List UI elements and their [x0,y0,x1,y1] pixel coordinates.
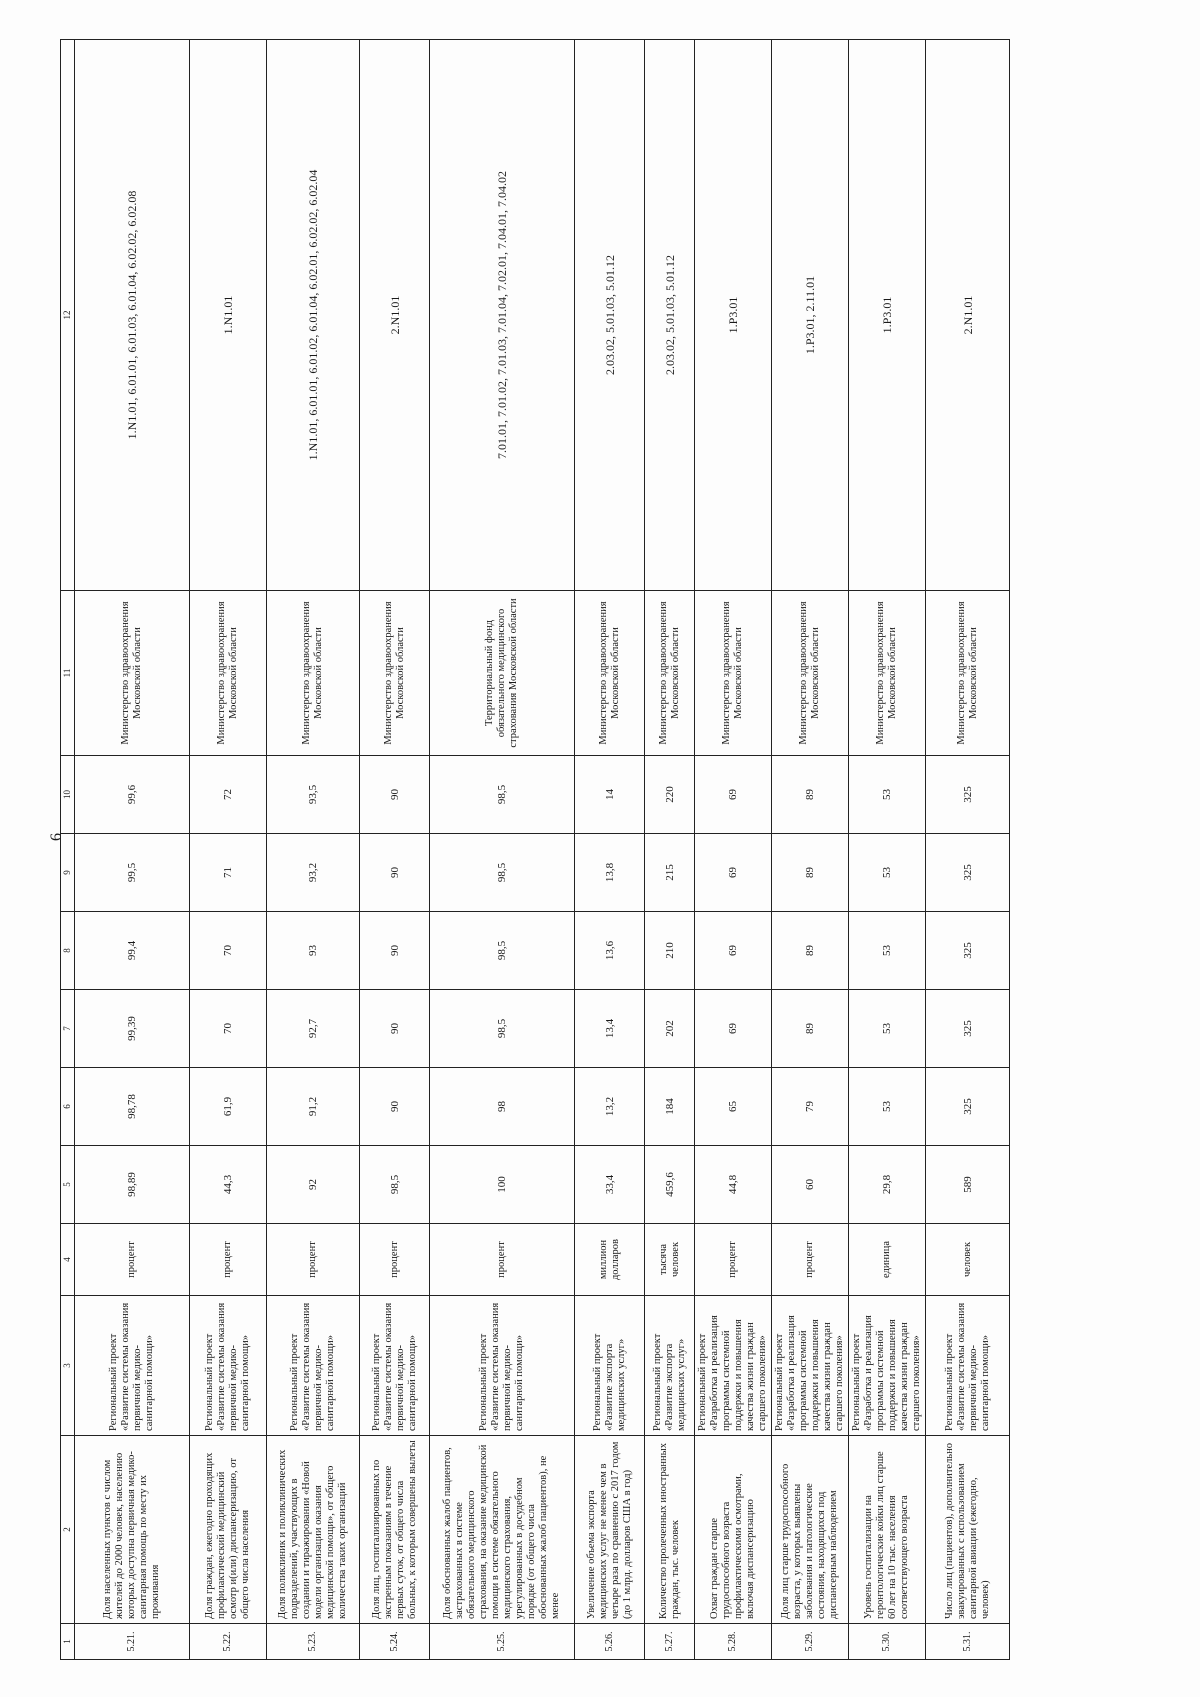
value-col-5: 98,5 [360,1146,430,1224]
value-col-9: 71 [190,834,267,912]
indicator-name: Доля лиц, госпитализированных по экстренным показаниям в течение первых суток, от общего числа больных, к которым совершены вылеты [360,1436,430,1624]
value-col-10: 72 [190,756,267,834]
value-col-6: 61,9 [190,1068,267,1146]
value-col-7: 13,4 [575,990,645,1068]
value-col-8: 53 [849,912,926,990]
indicator-name: Число лиц (пациентов), дополнительно эвакуированных с использованием санитарной авиации (ежегодно, человек) [926,1436,1010,1624]
value-col-9: 93,2 [267,834,360,912]
unit-of-measure: человек [926,1224,1010,1296]
value-col-5: 44,3 [190,1146,267,1224]
indicator-name: Доля обоснованных жалоб пациентов, застрахованных в системе обязательного медицинского страхования, на оказание медицинской помощи в системе обязательного медицинского страхования, урегулированных в досудебном порядке (от общего числа обоснованных жалоб пациентов), не менее [430,1436,575,1624]
rotated-table-wrapper [60,40,1160,1660]
row-number: 5.28. [695,1624,772,1660]
value-col-8: 70 [190,912,267,990]
value-col-5: 29,8 [849,1146,926,1224]
value-col-9: 325 [926,834,1010,912]
value-col-5: 60 [772,1146,849,1224]
value-col-8: 325 [926,912,1010,990]
regional-project: Региональный проект «Развитие системы оказания первичной медико-санитарной помощи» [360,1296,430,1436]
unit-of-measure: процент [267,1224,360,1296]
table-row [772,40,849,1660]
value-col-6: 91,2 [267,1068,360,1146]
value-col-10: 53 [849,756,926,834]
column-number: 2 [61,1436,75,1624]
value-col-7: 53 [849,990,926,1068]
value-col-8: 90 [360,912,430,990]
indicator-name: Доля граждан, ежегодно проходящих профилактический медицинский осмотр и(или) диспансеризацию, от общего числа населения [190,1436,267,1624]
responsible-body: Министерство здравоохранения Московской области [645,591,695,756]
value-col-9: 89 [772,834,849,912]
value-col-9: 215 [645,834,695,912]
indicator-name: Охват граждан старше трудоспособного возраста профилактическими осмотрами, включая диспансеризацию [695,1436,772,1624]
value-col-7: 92,7 [267,990,360,1068]
unit-of-measure: миллион долларов [575,1224,645,1296]
value-col-7: 202 [645,990,695,1068]
row-number: 5.30. [849,1624,926,1660]
responsible-body: Министерство здравоохранения Московской области [190,591,267,756]
value-col-8: 98,5 [430,912,575,990]
value-col-7: 98,5 [430,990,575,1068]
value-col-6: 90 [360,1068,430,1146]
value-col-9: 99,5 [75,834,190,912]
value-col-10: 89 [772,756,849,834]
table-row [360,40,430,1660]
value-col-6: 79 [772,1068,849,1146]
regional-project: Региональный проект «Разработка и реализация программы системной поддержки и повышения качества жизни граждан старшего поколения» [772,1296,849,1436]
value-col-5: 92 [267,1146,360,1224]
responsible-body: Министерство здравоохранения Московской области [75,591,190,756]
value-col-10: 14 [575,756,645,834]
value-col-8: 69 [695,912,772,990]
value-col-7: 325 [926,990,1010,1068]
value-col-5: 44,8 [695,1146,772,1224]
value-col-7: 69 [695,990,772,1068]
value-col-8: 13,6 [575,912,645,990]
unit-of-measure: процент [190,1224,267,1296]
table-row [849,40,926,1660]
responsible-body: Министерство здравоохранения Московской области [360,591,430,756]
value-col-6: 325 [926,1068,1010,1146]
value-col-9: 13,8 [575,834,645,912]
value-col-7: 89 [772,990,849,1068]
column-number-row [61,40,75,1660]
value-col-8: 99,4 [75,912,190,990]
regional-project: Региональный проект «Развитие экспорта медицинских услуг» [645,1296,695,1436]
activity-codes: 2.03.02, 5.01.03, 5.01.12 [645,40,695,591]
value-col-8: 93 [267,912,360,990]
row-number: 5.22. [190,1624,267,1660]
value-col-10: 90 [360,756,430,834]
responsible-body: Территориальный фонд обязательного медицинского страхования Московской области [430,591,575,756]
value-col-9: 90 [360,834,430,912]
column-number: 6 [61,1068,75,1146]
column-number: 10 [61,756,75,834]
unit-of-measure: процент [772,1224,849,1296]
indicator-name: Увеличение объема экспорта медицинских услуг не менее чем в четыре раза по сравнению с 2017 годом (до 1 млрд. долларов США в год) [575,1436,645,1624]
activity-codes: 7.01.01, 7.01.02, 7.01.03, 7.01.04, 7.02.01, 7.04.01, 7.04.02 [430,40,575,591]
value-col-8: 89 [772,912,849,990]
activity-codes: 2.03.02, 5.01.03, 5.01.12 [575,40,645,591]
unit-of-measure: процент [75,1224,190,1296]
column-number: 1 [61,1624,75,1660]
value-col-6: 98 [430,1068,575,1146]
indicators-table [60,39,1010,1660]
value-col-9: 69 [695,834,772,912]
regional-project: Региональный проект «Развитие системы оказания первичной медико-санитарной помощи» [267,1296,360,1436]
indicator-name: Доля лиц старше трудоспособного возраста, у которых выявлены заболевания и патологические состояния, находящихся под диспансерным наблюдением [772,1436,849,1624]
regional-project: Региональный проект «Разработка и реализация программы системной поддержки и повышения качества жизни граждан старшего поколения» [849,1296,926,1436]
activity-codes: 1.P3.01, 2.11.01 [772,40,849,591]
indicator-name: Уровень госпитализации на геронтологические койки лиц старше 60 лет на 10 тыс. населения соответствующего возраста [849,1436,926,1624]
regional-project: Региональный проект «Развитие системы оказания первичной медико-санитарной помощи» [926,1296,1010,1436]
regional-project: Региональный проект «Разработка и реализация программы системной поддержки и повышения качества жизни граждан старшего поколения» [695,1296,772,1436]
regional-project: Региональный проект «Развитие системы оказания первичной медико-санитарной помощи» [430,1296,575,1436]
column-number: 11 [61,591,75,756]
activity-codes: 1.P3.01 [695,40,772,591]
column-number: 7 [61,990,75,1068]
value-col-6: 13,2 [575,1068,645,1146]
unit-of-measure: процент [360,1224,430,1296]
row-number: 5.31. [926,1624,1010,1660]
value-col-5: 98,89 [75,1146,190,1224]
value-col-6: 98,78 [75,1068,190,1146]
column-number: 8 [61,912,75,990]
table-row [267,40,360,1660]
column-number: 12 [61,40,75,591]
value-col-10: 98,5 [430,756,575,834]
value-col-6: 65 [695,1068,772,1146]
value-col-7: 70 [190,990,267,1068]
value-col-5: 33,4 [575,1146,645,1224]
activity-codes: 1.N1.01, 6.01.01, 6.01.02, 6.01.04, 6.02.01, 6.02.02, 6.02.04 [267,40,360,591]
table-row [575,40,645,1660]
table-frame [60,40,1160,1660]
unit-of-measure: тысяча человек [645,1224,695,1296]
table-row [190,40,267,1660]
value-col-10: 325 [926,756,1010,834]
value-col-8: 210 [645,912,695,990]
value-col-7: 90 [360,990,430,1068]
column-number: 9 [61,834,75,912]
regional-project: Региональный проект «Развитие системы оказания первичной медико-санитарной помощи» [75,1296,190,1436]
unit-of-measure: процент [695,1224,772,1296]
responsible-body: Министерство здравоохранения Московской области [267,591,360,756]
row-number: 5.27. [645,1624,695,1660]
responsible-body: Министерство здравоохранения Московской области [926,591,1010,756]
activity-codes: 1.N1.01, 6.01.01, 6.01.03, 6.01.04, 6.02.02, 6.02.08 [75,40,190,591]
table-row [430,40,575,1660]
value-col-10: 69 [695,756,772,834]
regional-project: Региональный проект «Развитие экспорта медицинских услуг» [575,1296,645,1436]
value-col-10: 93,5 [267,756,360,834]
unit-of-measure: процент [430,1224,575,1296]
indicator-name: Доля населенных пунктов с числом жителей до 2000 человек, населению которых доступна первичная медико-санитарная помощь по месту их проживания [75,1436,190,1624]
row-number: 5.23. [267,1624,360,1660]
value-col-5: 459,6 [645,1146,695,1224]
column-number: 4 [61,1224,75,1296]
table-row [695,40,772,1660]
indicator-name: Доля поликлиник и поликлинических подразделений, участвующих в создании и тиражировании «Новой модели организации оказания медицинской помощи», от общего количества таких организаций [267,1436,360,1624]
row-number: 5.26. [575,1624,645,1660]
responsible-body: Министерство здравоохранения Московской области [695,591,772,756]
responsible-body: Министерство здравоохранения Московской области [575,591,645,756]
value-col-6: 53 [849,1068,926,1146]
value-col-7: 99,39 [75,990,190,1068]
regional-project: Региональный проект «Развитие системы оказания первичной медико-санитарной помощи» [190,1296,267,1436]
row-number: 5.21. [75,1624,190,1660]
value-col-6: 184 [645,1068,695,1146]
responsible-body: Министерство здравоохранения Московской области [849,591,926,756]
table-row [645,40,695,1660]
activity-codes: 1.P3.01 [849,40,926,591]
activity-codes: 2.N1.01 [360,40,430,591]
activity-codes: 2.N1.01 [926,40,1010,591]
value-col-5: 589 [926,1146,1010,1224]
page-number: 6 [48,833,65,841]
table-row [926,40,1010,1660]
column-number: 5 [61,1146,75,1224]
value-col-10: 220 [645,756,695,834]
value-col-10: 99,6 [75,756,190,834]
value-col-9: 53 [849,834,926,912]
indicator-name: Количество пролеченных иностранных граждан, тыс. человек [645,1436,695,1624]
column-number: 3 [61,1296,75,1436]
row-number: 5.29. [772,1624,849,1660]
value-col-5: 100 [430,1146,575,1224]
activity-codes: 1.N1.01 [190,40,267,591]
row-number: 5.24. [360,1624,430,1660]
value-col-9: 98,5 [430,834,575,912]
row-number: 5.25. [430,1624,575,1660]
responsible-body: Министерство здравоохранения Московской области [772,591,849,756]
unit-of-measure: единица [849,1224,926,1296]
table-row [75,40,190,1660]
